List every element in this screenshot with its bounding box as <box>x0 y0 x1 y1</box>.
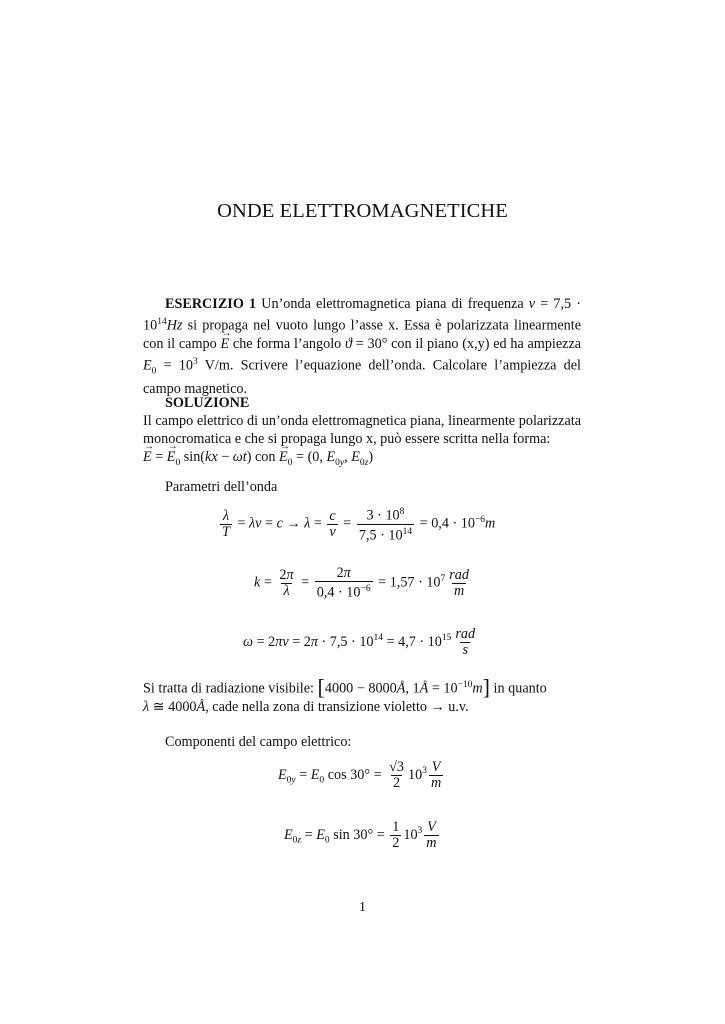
solution-block <box>143 394 581 412</box>
equation-e0y: $E_{0y} = E_0$ cos 30° = $\frac{√3}{2}$ $10^3$ $\frac{V}{m}$ <box>278 759 442 791</box>
exercise-text-2: si propaga nel vuoto lungo l’asse x. Essa è polarizzata linearmente con il campo <box>143 317 581 352</box>
solution-label: SOLUZIONE <box>165 395 250 411</box>
equation-wavenumber: k = $\frac{2\pi}{\lambda}$ = $\frac{2\pi}{0,4 \cdot 10^{-6}}$ = $1,57 \cdot 10^7$ $\frac{\text{rad}}{m}$ <box>254 565 469 601</box>
equation-angular-frequency: $\omega = 2\pi\nu = 2\pi \cdot 7,5 \cdot 10^{14} = 4,7 \cdot 10^{15}$ $\frac{\text{rad}}{s}$ <box>243 626 476 658</box>
con-text: con <box>255 449 276 465</box>
equation-e0z: $E_{0z} = E_0$ sin 30° = $\frac{1}{2}$ $10^3$ $\frac{V}{m}$ <box>284 819 437 851</box>
exercise-text-3: che forma l’angolo <box>232 335 342 352</box>
components-heading: Componenti del campo elettrico: <box>165 734 352 750</box>
equation-wavelength: $\frac{\lambda}{T}$ = λν = c → λ = $\frac{c}{\nu}$ = $\frac{3 \cdot 10^8}{7,5 \cdot 10^{14}}$ = $0,4 \cdot 10^{-6}m$ <box>222 507 496 544</box>
params-heading: Parametri dell’onda <box>165 479 278 495</box>
exercise-text-1: Un’onda elettromagnetica piana di frequenza <box>261 296 524 312</box>
exercise-text-5: V/m. Scrivere l’equazione dell’onda. Calcolare l’ampiezza del campo magnetico. <box>143 357 581 398</box>
page-title: ONDE ELETTROMAGNETICHE <box>217 200 508 222</box>
exercise-text-4: con il piano (x,y) ed ha ampiezza <box>391 335 582 352</box>
exercise-label: ESERCIZIO 1 <box>165 296 257 312</box>
page-number: 1 <box>359 900 366 915</box>
exercise-paragraph: ESERCIZIO 1 Un’onda elettromagnetica piana di frequenza $\nu = 7,5 \cdot 10^{14}Hz$ si propaga nel vuoto lungo l’asse x. Essa è polarizzata linearmente con il campo → E che forma l’angolo ϑ = 30° con il piano (x,y) ed ha ampiezza $E_0 = 10^3$ V/m. Scrivere l’equazione dell’onda. Calcolare l’ampiezza del campo magnetico. <box>143 295 581 398</box>
solution-intro: Il campo elettrico di un’onda elettromagnetica piana, linearmente polarizzata monocromatica e che si propaga lungo x, può essere scritta nella forma: → E = → $E_0$ sin(kx − ωt) con → $E_0 = (0$, $E_{0y}$, $E_{0z}$) <box>143 412 581 472</box>
radiation-paragraph: Si tratta di radiazione visibile: [4000 − 8000Å, 1Å = $10^{-10}m$] in quanto λ ≅ 4000Å, cade nella zona di transizione violetto → u.v. <box>143 674 547 715</box>
